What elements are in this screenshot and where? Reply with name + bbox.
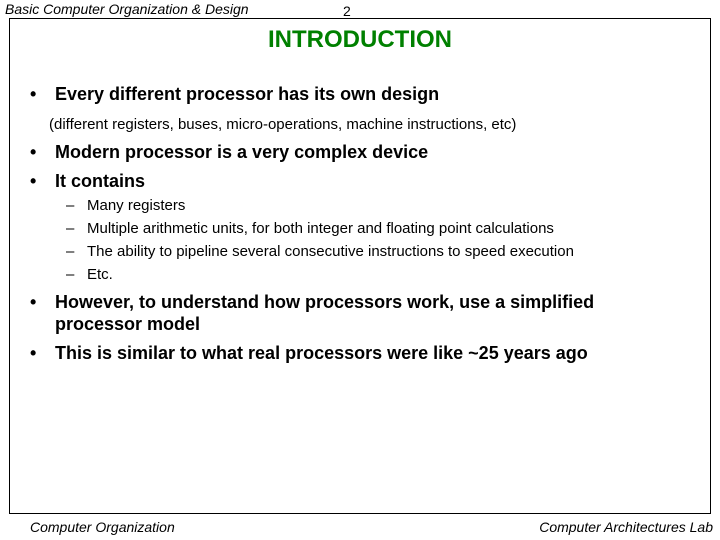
- footer-right: Computer Architectures Lab: [539, 519, 713, 535]
- dash-marker: –: [66, 197, 75, 214]
- header-title: Basic Computer Organization & Design: [5, 1, 249, 17]
- bullet-item: This is similar to what real processors were like ~25 years ago: [55, 343, 588, 363]
- bullet-note: (different registers, buses, micro-operations, machine instructions, etc): [49, 116, 517, 133]
- bullet-marker: •: [30, 292, 37, 312]
- sub-item: Many registers: [87, 197, 186, 214]
- dash-marker: –: [66, 220, 75, 237]
- footer-left: Computer Organization: [30, 519, 175, 535]
- bullet-marker: •: [30, 171, 37, 191]
- bullet-marker: •: [30, 343, 37, 363]
- bullet-item: It contains: [55, 171, 146, 191]
- dash-marker: –: [66, 243, 75, 260]
- bullet-item: Modern processor is a very complex device: [55, 142, 429, 162]
- dash-marker: –: [66, 266, 75, 283]
- bullet-item: However, to understand how processors work, use a simplified: [55, 292, 595, 312]
- bullet-item-continuation: processor model: [55, 314, 201, 334]
- sub-item: Etc.: [87, 266, 113, 283]
- bullet-marker: •: [30, 84, 37, 104]
- page-number: 2: [343, 3, 351, 19]
- slide-title: INTRODUCTION: [268, 26, 452, 53]
- sub-item: The ability to pipeline several consecutive instructions to speed execution: [87, 243, 574, 260]
- bullet-item: Every different processor has its own design: [55, 84, 440, 104]
- sub-item: Multiple arithmetic units, for both integer and floating point calculations: [87, 220, 554, 237]
- bullet-marker: •: [30, 142, 37, 162]
